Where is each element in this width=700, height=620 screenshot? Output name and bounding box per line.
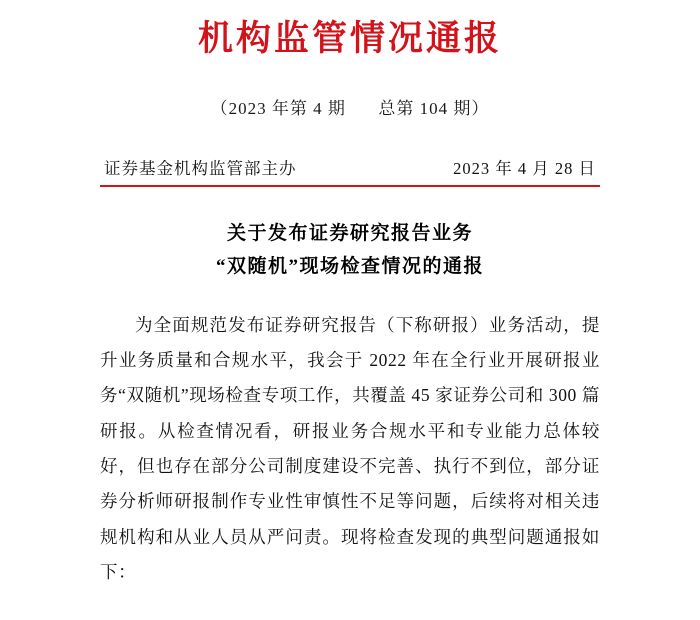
document-title (100, 217, 600, 284)
publish-date: 2023 年 4 月 28 日 (453, 159, 596, 178)
document-title-line-2: “双随机”现场检查情况的通报 (215, 256, 484, 278)
issue-number: （2023 年第 4 期 (210, 99, 346, 118)
meta-row (100, 155, 600, 185)
sponsor-label: 证券基金机构监管部主办 (104, 159, 297, 178)
body-text (100, 308, 600, 591)
masthead-title: 机构监管情况通报 (197, 19, 502, 58)
red-divider-rule (100, 185, 600, 187)
document-title-line-1: 关于发布证券研究报告业务 (226, 223, 473, 244)
issue-line (100, 94, 600, 119)
issue-total: 总第 104 期） (378, 99, 490, 118)
body-paragraph-1: 为全面规范发布证券研究报告（下称研报）业务活动，提升业务质量和合规水平，我会于 2022 年在全行业开展研报业务“双随机”现场检查专项工作，共覆盖 45 家证券公司和 300 篇研报。从检查情况看，研报业务合规水平和专业能力总体较好，但也存在部分公司制度建设不完善、执行不到位，部分证券分析师研报制作专业性审慎性不足等问题，后续将对相关违规机构和从业人员从严问责。现将检查发现的典型问题通报如下： (100, 314, 600, 582)
